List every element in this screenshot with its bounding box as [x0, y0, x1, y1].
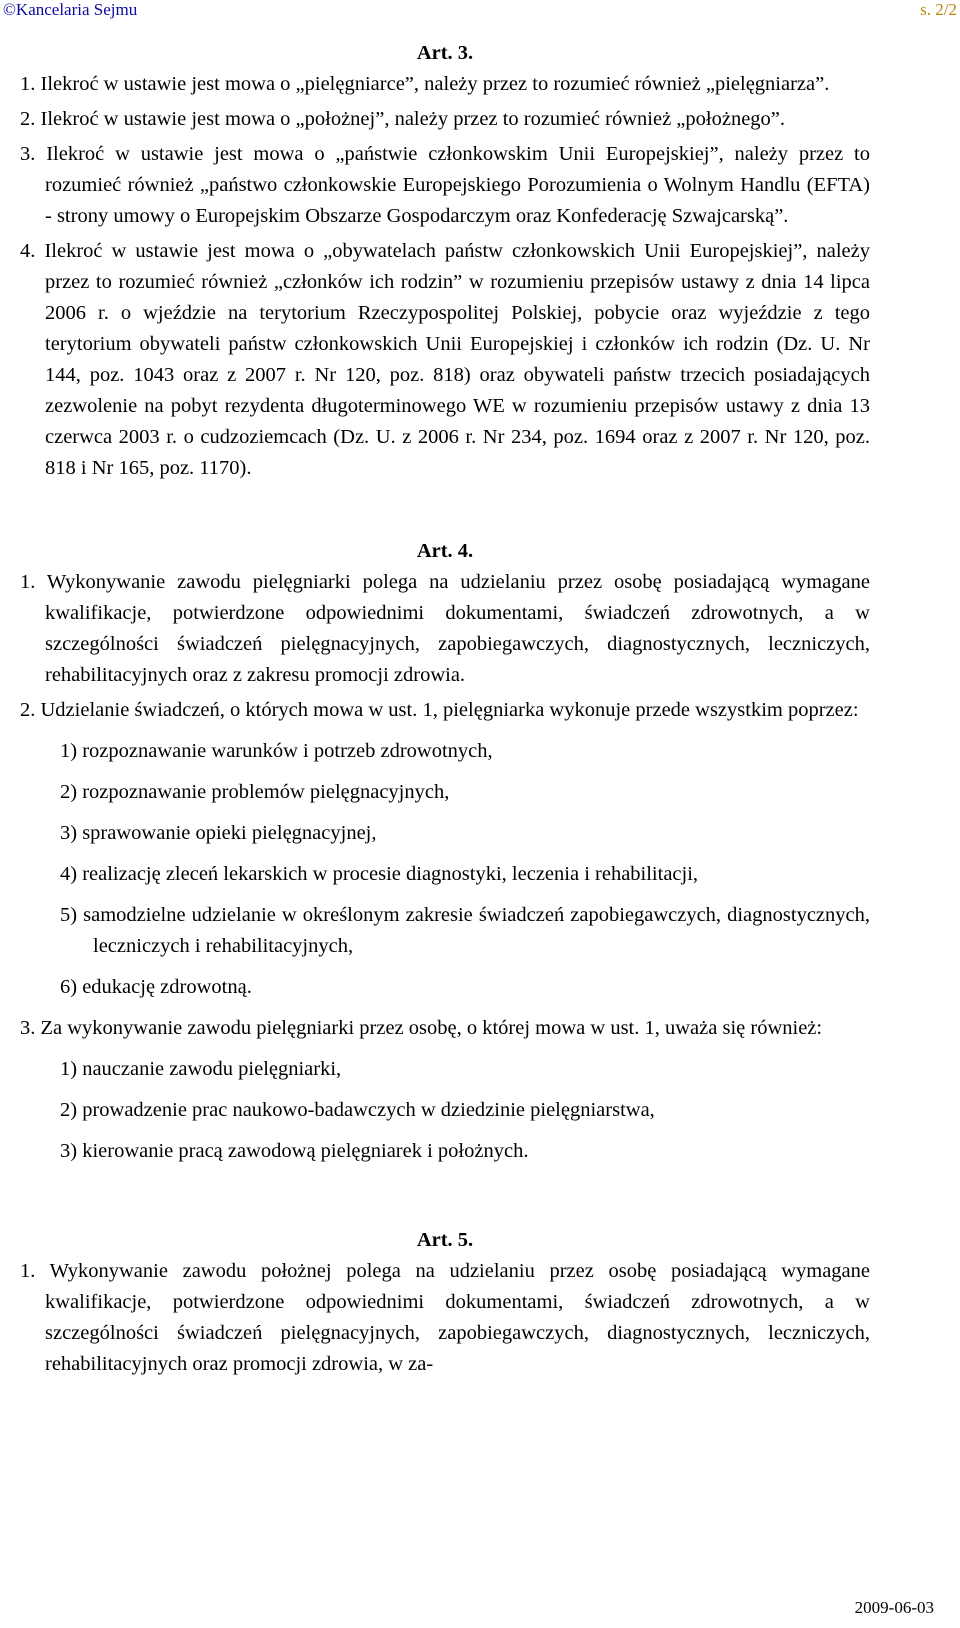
header-page-number: s. 2/2: [920, 0, 957, 19]
paragraph: 1. Wykonywanie zawodu położnej polega na udzielaniu przez osobę posiadającą wymagane kwalifikacje, potwierdzone odpowiednimi dokumentami, świadczeń zdrowotnych, a w szczególności świadczeń pielęgnacyjnych, zapobiegawczych, diagnostycznych, leczniczych, rehabilitacyjnych oraz promocji zdrowia, w za-: [20, 1260, 870, 1375]
list-item: 2) rozpoznawanie problemów pielęgnacyjnych,: [60, 781, 450, 803]
paragraph: 1. Ilekroć w ustawie jest mowa o „pielęgniarce”, należy przez to rozumieć również „pielęgniarza”.: [20, 73, 830, 95]
paragraph: 2. Ilekroć w ustawie jest mowa o „położnej”, należy przez to rozumieć również „położnego”.: [20, 108, 786, 130]
list-item: 1) rozpoznawanie warunków i potrzeb zdrowotnych,: [60, 740, 493, 762]
article-title: Art. 3.: [416, 42, 474, 64]
list-item: 2) prowadzenie prac naukowo-badawczych w dziedzinie pielęgniarstwa,: [60, 1099, 655, 1121]
page-header: [0, 0, 960, 20]
paragraph: 2. Udzielanie świadczeń, o których mowa w ust. 1, pielęgniarka wykonuje przede wszystkim poprzez:: [20, 699, 859, 721]
article-title: Art. 4.: [416, 540, 474, 562]
paragraph: 3. Ilekroć w ustawie jest mowa o „państwie członkowskim Unii Europejskiej”, należy przez to rozumieć również „państwo członkowskie Europejskiego Porozumienia o Wolnym Handlu (EFTA) - strony umowy o Europejskim Obszarze Gospodarczym oraz Konfederację Szwajcarską”.: [20, 143, 870, 227]
footer-date: 2009-06-03: [854, 1598, 934, 1617]
list-item: 3) kierowanie pracą zawodową pielęgniarek i położnych.: [60, 1140, 529, 1162]
document-body: [20, 38, 870, 1384]
list-item: 1) nauczanie zawodu pielęgniarki,: [60, 1058, 342, 1080]
list-item: 6) edukację zdrowotną.: [60, 976, 252, 998]
paragraph: 3. Za wykonywanie zawodu pielęgniarki przez osobę, o której mowa w ust. 1, uważa się również:: [20, 1017, 823, 1039]
header-source: ©Kancelaria Sejmu: [3, 0, 138, 19]
list-item: 5) samodzielne udzielanie w określonym zakresie świadczeń zapobiegawczych, diagnostycznych, leczniczych i rehabilitacyjnych,: [60, 904, 870, 957]
list-item: 4) realizację zleceń lekarskich w procesie diagnostyki, leczenia i rehabilitacji,: [60, 863, 699, 885]
article-title: Art. 5.: [416, 1229, 474, 1251]
paragraph: 4. Ilekroć w ustawie jest mowa o „obywatelach państw członkowskich Unii Europejskiej”, należy przez to rozumieć również „członków ich rodzin” w rozumieniu przepisów ustawy z dnia 14 lipca 2006 r. o wjeździe na terytorium Rzeczypospolitej Polskiej, pobycie oraz wyjeździe z tego terytorium obywateli państw członkowskich Unii Europejskiej i członków ich rodzin (Dz. U. Nr 144, poz. 1043 oraz z 2007 r. Nr 120, poz. 818) oraz obywateli państw trzecich posiadających zezwolenie na pobyt rezydenta długoterminowego WE w rozumieniu przepisów ustawy z dnia 13 czerwca 2003 r. o cudzoziemcach (Dz. U. z 2006 r. Nr 234, poz. 1694 oraz z 2007 r. Nr 120, poz. 818 i Nr 165, poz. 1170).: [20, 240, 870, 479]
list-item: 3) sprawowanie opieki pielęgnacyjnej,: [60, 822, 377, 844]
paragraph: 1. Wykonywanie zawodu pielęgniarki polega na udzielaniu przez osobę posiadającą wymagane kwalifikacje, potwierdzone odpowiednimi dokumentami, świadczeń zdrowotnych, a w szczególności świadczeń pielęgnacyjnych, zapobiegawczych, diagnostycznych, leczniczych, rehabilitacyjnych oraz z zakresu promocji zdrowia.: [20, 571, 870, 686]
